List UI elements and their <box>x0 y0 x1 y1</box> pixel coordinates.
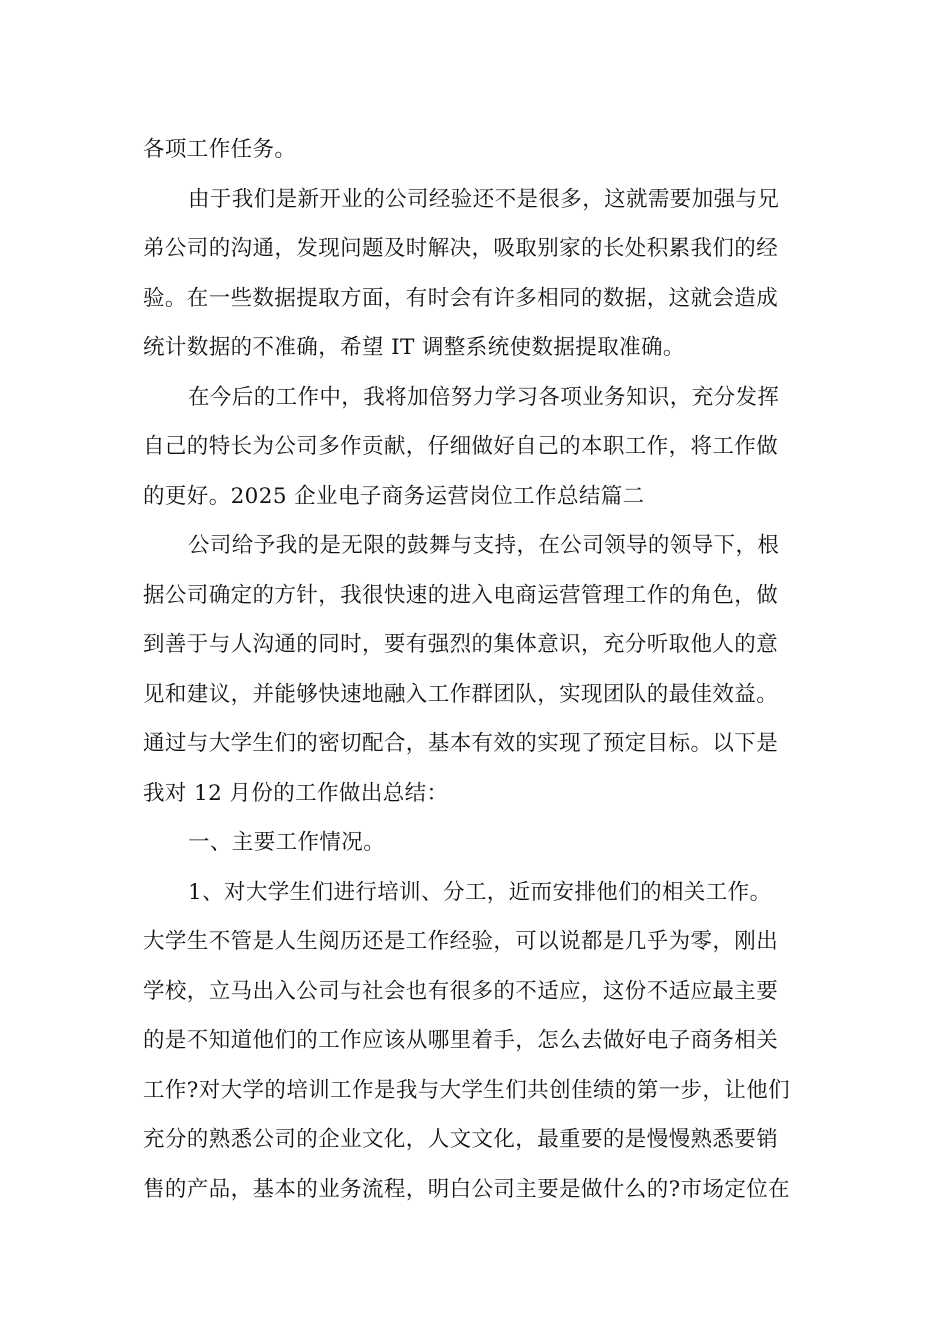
text-line: 工作?对大学的培训工作是我与大学生们共创佳绩的第一步，让他们 <box>143 1077 791 1103</box>
text-line: 到善于与人沟通的同时，要有强烈的集体意识，充分听取他人的意 <box>143 632 779 657</box>
text-line: 1、对大学生们进行培训、分工，近而安排他们的相关工作。 <box>188 879 772 905</box>
text-line: 通过与大学生们的密切配合，基本有效的实现了预定目标。以下是 <box>143 731 779 756</box>
text-line: 弟公司的沟通，发现问题及时解决，吸取别家的长处积累我们的经 <box>143 236 779 261</box>
text-line: 据公司确定的方针，我很快速的进入电商运营管理工作的角色，做 <box>143 582 779 608</box>
text-line: 的更好。2025 企业电子商务运营岗位工作总结篇二 <box>143 483 645 509</box>
text-line: 在今后的工作中，我将加倍努力学习各项业务知识，充分发挥 <box>188 384 780 410</box>
text-line: 见和建议，并能够快速地融入工作群团队，实现团队的最佳效益。 <box>143 681 779 707</box>
text-line: 自己的特长为公司多作贡献，仔细做好自己的本职工作，将工作做 <box>143 434 779 459</box>
text-line: 一、主要工作情况。 <box>188 830 386 855</box>
text-line: 学校，立马出入公司与社会也有很多的不适应，这份不适应最主要 <box>143 978 779 1004</box>
text-line: 我对 12 月份的工作做出总结： <box>143 780 449 806</box>
text-line: 的是不知道他们的工作应该从哪里着手，怎么去做好电子商务相关 <box>143 1028 779 1053</box>
text-line: 大学生不管是人生阅历还是工作经验，可以说都是几乎为零，刚出 <box>143 929 779 954</box>
text-line: 售的产品，基本的业务流程，明白公司主要是做什么的?市场定位在 <box>143 1176 791 1202</box>
text-line: 统计数据的不准确，希望 IT 调整系统使数据提取准确。 <box>143 335 685 360</box>
text-line: 充分的熟悉公司的企业文化，人文文化，最重要的是慢慢熟悉要销 <box>143 1127 779 1152</box>
text-line: 公司给予我的是无限的鼓舞与支持，在公司领导的领导下，根 <box>188 533 780 558</box>
text-line: 验。在一些数据提取方面，有时会有许多相同的数据，这就会造成 <box>143 285 779 311</box>
document-body <box>143 125 808 1214</box>
text-line: 由于我们是新开业的公司经验还不是很多，这就需要加强与兄 <box>188 186 780 212</box>
text-line: 各项工作任务。 <box>143 137 297 162</box>
